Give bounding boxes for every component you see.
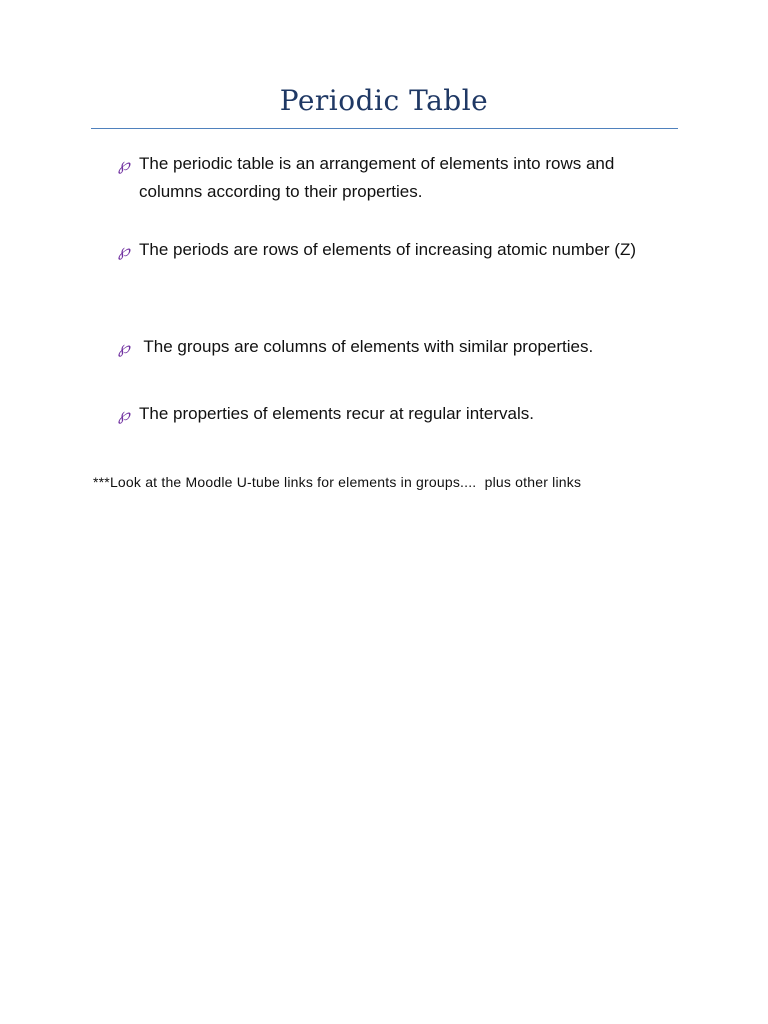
list-item — [118, 333, 678, 361]
list-item — [118, 150, 678, 206]
script-p-bullet-icon: ℘ — [118, 338, 130, 358]
moodle-links-note: ***Look at the Moodle U-tube links for elements in groups.... plus other links — [93, 474, 582, 490]
bullet-text: The periods are rows of elements of increasing atomic number (Z) — [139, 240, 636, 259]
bullet-text: The groups are columns of elements with similar properties. — [139, 337, 594, 356]
title-underline — [91, 128, 678, 129]
script-p-bullet-icon: ℘ — [118, 405, 130, 425]
script-p-bullet-icon: ℘ — [118, 155, 130, 175]
script-p-bullet-icon: ℘ — [118, 241, 130, 261]
page-title: Periodic Table — [279, 84, 489, 117]
list-item — [118, 400, 678, 428]
bullet-text: The periodic table is an arrangement of elements into rows and columns according to their properties. — [139, 154, 615, 201]
list-item — [118, 236, 678, 264]
bullet-text: The properties of elements recur at regular intervals. — [139, 404, 534, 423]
